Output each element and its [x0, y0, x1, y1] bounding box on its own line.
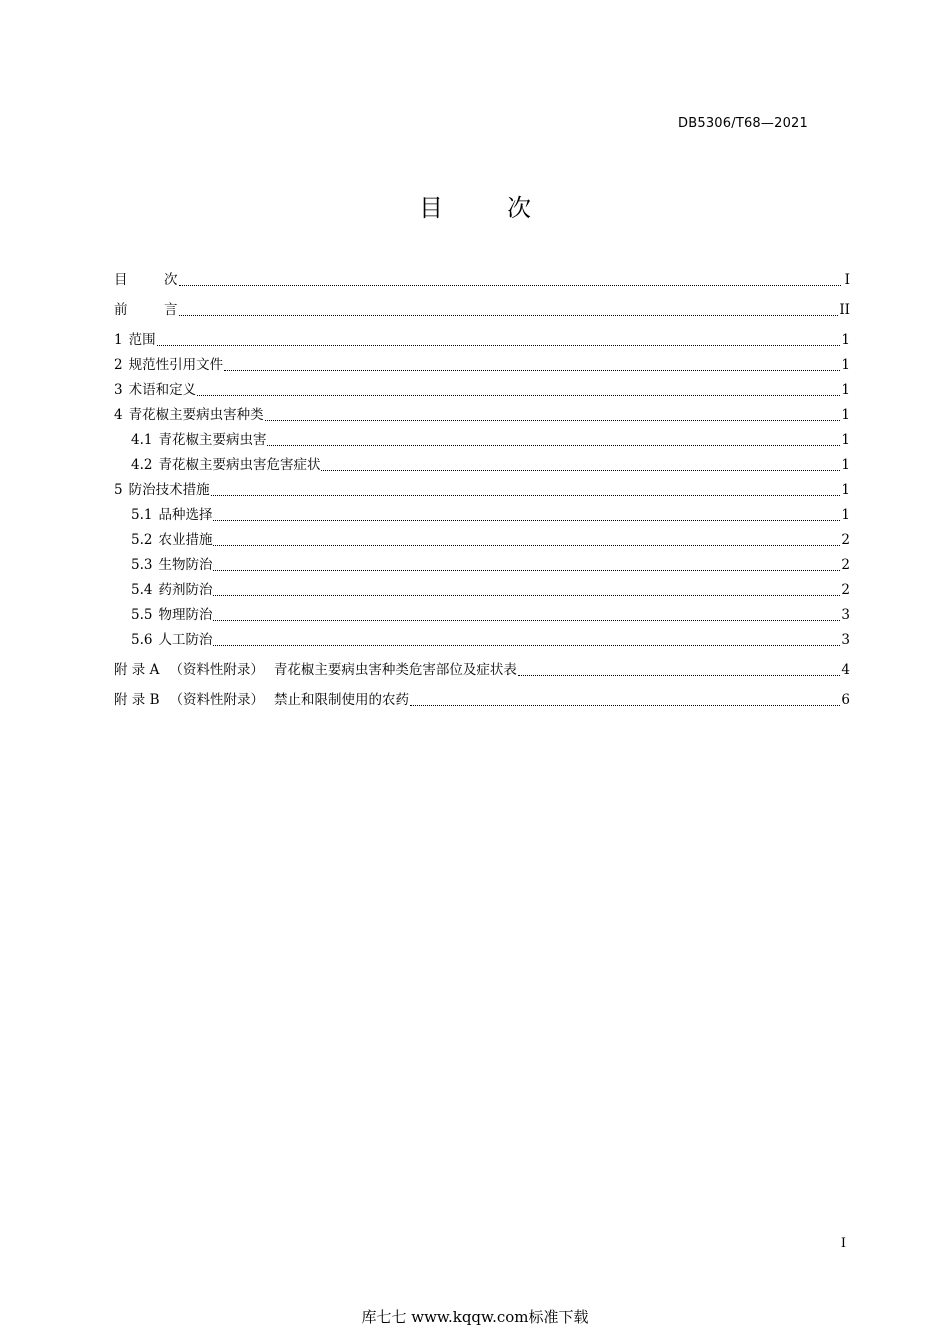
toc-dot-leader	[213, 570, 840, 571]
toc-entry-number: 4.2	[131, 457, 153, 473]
toc-entry-text: 青花椒主要病虫害种类危害部位及症状表	[273, 662, 517, 678]
toc-entry-section-4[interactable]	[114, 403, 850, 428]
toc-entry-number: 5.4	[131, 582, 153, 598]
toc-entry-page: 1	[841, 382, 850, 398]
toc-entry-page: 2	[841, 532, 850, 548]
toc-entry-foreword[interactable]	[114, 298, 850, 323]
toc-entry-number: 5.3	[131, 557, 153, 573]
toc-dot-leader	[179, 315, 839, 316]
toc-entry-section-2[interactable]	[114, 353, 850, 378]
toc-entry-label-second-char: 言	[164, 302, 178, 318]
toc-entry-section-5[interactable]	[114, 478, 850, 503]
toc-entry-section-5-6[interactable]	[114, 628, 850, 653]
toc-entry-label	[114, 298, 178, 323]
toc-entry-label-first-char: 目	[114, 272, 128, 288]
toc-entry-page: 1	[841, 432, 850, 448]
toc-annex-type: （资料性附录）	[169, 692, 265, 708]
toc-dot-leader	[157, 345, 841, 346]
toc-entry-section-5-1[interactable]	[114, 503, 850, 528]
toc-entry-label	[114, 268, 178, 293]
toc-entry-label	[131, 528, 212, 553]
toc-entry-text: 物理防治	[158, 607, 213, 623]
toc-entry-text: 范围	[128, 332, 156, 348]
toc-entry-label-first-char: 前	[114, 302, 128, 318]
toc-entry-text: 青花椒主要病虫害	[158, 432, 267, 448]
toc-entry-label	[131, 428, 266, 453]
toc-entry-number: 5.2	[131, 532, 153, 548]
toc-entry-page: II	[839, 302, 850, 318]
toc-entry-text: 生物防治	[158, 557, 213, 573]
toc-entry-section-5-3[interactable]	[114, 553, 850, 578]
toc-entry-text: 规范性引用文件	[128, 357, 224, 373]
toc-entry-text: 防治技术措施	[128, 482, 210, 498]
toc-entry-label	[114, 478, 210, 503]
page-number: I	[840, 1236, 846, 1251]
toc-dot-leader	[213, 545, 840, 546]
toc-entry-number: 3	[114, 382, 123, 398]
toc-entry-label	[131, 453, 320, 478]
toc-entry-page: 2	[841, 557, 850, 573]
toc-entry-page: 3	[841, 632, 850, 648]
table-of-contents	[114, 268, 850, 713]
toc-entry-text: 人工防治	[158, 632, 213, 648]
toc-entry-label	[114, 353, 223, 378]
toc-entry-label-second-char: 次	[164, 272, 178, 288]
toc-dot-leader	[265, 420, 841, 421]
toc-entry-page: 1	[841, 332, 850, 348]
toc-annex-type: （资料性附录）	[169, 662, 264, 678]
toc-entry-page: 1	[841, 457, 850, 473]
toc-dot-leader	[321, 470, 840, 471]
toc-entry-text: 青花椒主要病虫害危害症状	[158, 457, 321, 473]
toc-dot-leader	[211, 495, 841, 496]
toc-entry-page: 1	[841, 507, 850, 523]
toc-entry-label	[114, 658, 517, 683]
page-title-char-2: 次	[507, 194, 531, 222]
toc-entry-number: 5.5	[131, 607, 153, 623]
page-title	[0, 188, 950, 223]
toc-entry-annex-a[interactable]	[114, 658, 850, 683]
footer-watermark: 库七七 www.kqqw.com标准下载	[361, 1308, 589, 1326]
toc-entry-label	[131, 503, 212, 528]
toc-entry-label	[131, 603, 212, 628]
toc-entry-page: 3	[841, 607, 850, 623]
toc-entry-label	[114, 378, 196, 403]
toc-entry-label	[131, 553, 212, 578]
page-title-char-1: 目	[419, 194, 443, 222]
toc-dot-leader	[213, 595, 840, 596]
toc-dot-leader	[410, 705, 840, 706]
toc-dot-leader	[213, 520, 840, 521]
toc-entry-section-4-2[interactable]	[114, 453, 850, 478]
toc-entry-number: 1	[114, 332, 123, 348]
toc-entry-text: 农业措施	[158, 532, 213, 548]
toc-dot-leader	[213, 645, 840, 646]
toc-entry-label	[114, 688, 409, 713]
toc-entry-text: 术语和定义	[128, 382, 197, 398]
toc-entry-label	[131, 628, 212, 653]
toc-dot-leader	[518, 675, 841, 676]
toc-entry-text: 禁止和限制使用的农药	[274, 692, 410, 708]
toc-entry-section-5-5[interactable]	[114, 603, 850, 628]
toc-annex-prefix: 附 录 B	[114, 692, 160, 708]
toc-entry-number: 5.6	[131, 632, 153, 648]
toc-entry-number: 5.1	[131, 507, 153, 523]
toc-entry-number: 5	[114, 482, 123, 498]
toc-entry-contents[interactable]	[114, 268, 850, 293]
toc-entry-page: 1	[841, 482, 850, 498]
toc-entry-number: 2	[114, 357, 123, 373]
toc-dot-leader	[267, 445, 840, 446]
toc-entry-label	[114, 328, 156, 353]
toc-entry-section-5-2[interactable]	[114, 528, 850, 553]
toc-entry-page: 4	[841, 662, 850, 678]
toc-entry-text: 药剂防治	[158, 582, 213, 598]
toc-dot-leader	[179, 285, 842, 286]
toc-entry-text: 品种选择	[158, 507, 213, 523]
toc-dot-leader	[197, 395, 840, 396]
toc-entry-label	[114, 403, 264, 428]
toc-entry-page: 1	[841, 407, 850, 423]
toc-entry-section-1[interactable]	[114, 328, 850, 353]
toc-entry-section-3[interactable]	[114, 378, 850, 403]
toc-entry-page: I	[844, 272, 850, 288]
toc-entry-section-4-1[interactable]	[114, 428, 850, 453]
toc-entry-text: 青花椒主要病虫害种类	[128, 407, 264, 423]
toc-entry-label	[131, 578, 212, 603]
document-code: DB5306/T68—2021	[678, 116, 808, 131]
toc-entry-page: 2	[841, 582, 850, 598]
toc-entry-section-5-4[interactable]	[114, 578, 850, 603]
toc-dot-leader	[224, 370, 840, 371]
toc-entry-annex-b[interactable]	[114, 688, 850, 713]
toc-entry-page: 1	[841, 357, 850, 373]
toc-entry-number: 4	[114, 407, 123, 423]
toc-entry-page: 6	[841, 692, 850, 708]
toc-annex-prefix: 附 录 A	[114, 662, 160, 678]
toc-dot-leader	[213, 620, 840, 621]
toc-entry-number: 4.1	[131, 432, 153, 448]
